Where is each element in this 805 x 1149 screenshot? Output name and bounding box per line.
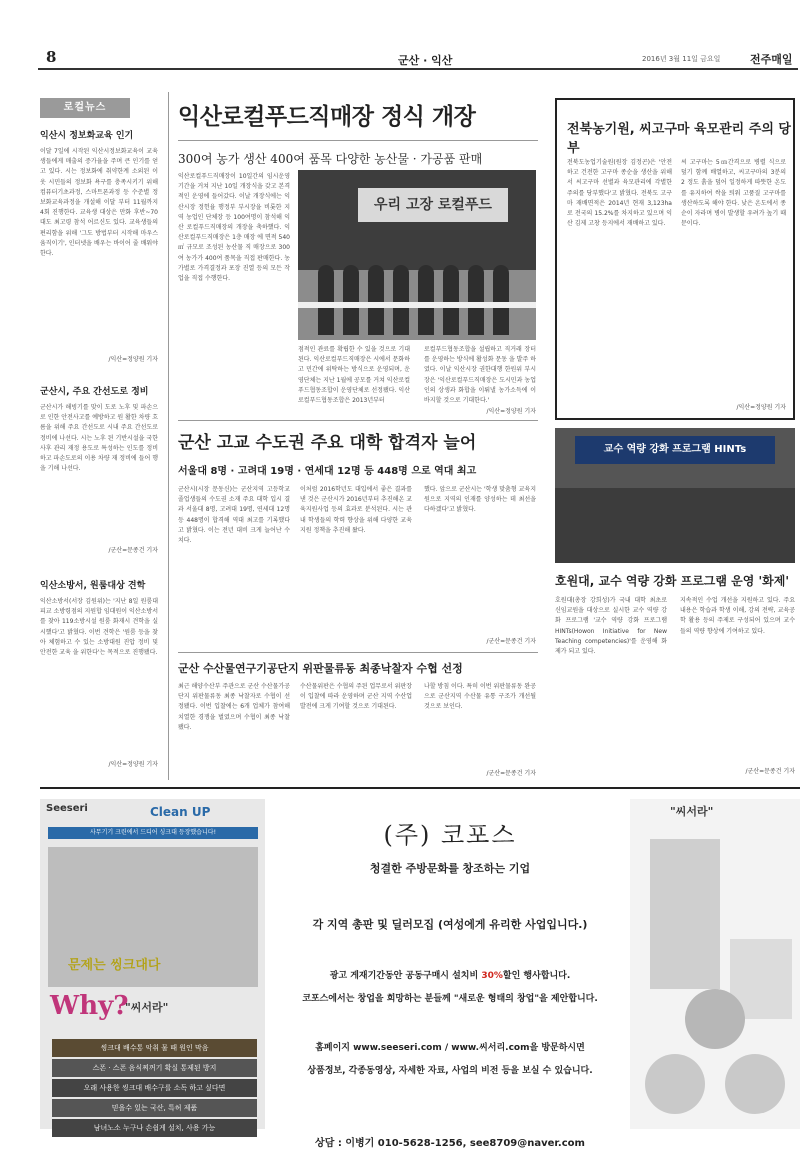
main-headline: 익산로컬푸드직매장 정식 개장 xyxy=(178,104,476,130)
divider xyxy=(178,652,538,653)
divider xyxy=(178,420,538,421)
divider xyxy=(178,140,538,141)
contact-line: 상담 : 이병기 010-5628-1256, see8709@naver.com xyxy=(315,1138,585,1149)
article-byline: /익산=정양원 기자 xyxy=(108,761,158,768)
ad-tagline: 사무기기 크린에서 드디어 싱크대 등장했습니다! xyxy=(48,827,258,839)
local-news-logo: 로컬뉴스 xyxy=(40,98,130,118)
article-byline: /익산=정양원 기자 xyxy=(486,408,536,415)
company-slogan: 청결한 주방문화를 창조하는 기업 xyxy=(369,862,531,875)
company-name: (주) 코포스 xyxy=(383,821,517,849)
ad-paragraph: 홈페이지 www.seeseri.com / www.씨서리.com을 방문하시면 xyxy=(315,1043,585,1053)
article-body: 씨 고구마는 5㎝간격으로 병렬 식으로 덮기 함께 배열하고, 씨고구마의 3분의 2 정도 흙을 덮어 일정하게 따뜻한 온도를 유지하여 싹을 틔워 고품질 고구마를 생산하도록 해야 한다. 낮은 온도에서 종순이 자라며 병이 발생할 우려가 높기 때문이다. xyxy=(681,159,786,228)
list-item: 남녀노소 누구나 손쉽게 설치, 사용 가능 xyxy=(52,1119,257,1137)
article-body: 익산로컬푸드직매장이 10일간의 임시운영 기간을 거쳐 지난 10일 개장식을 갖고 본격적인 운영에 들어갔다. 이날 개장식에는 익산시장 정헌율 행정부 부시장을 비롯한 지역 농업인 단체장 등 100여명이 참석해 익산 로컬푸드직매장의 개장을 축하했다. 익산로컬푸드직매장은 1층 매장 에 면적 540㎡ 규모로 조성된 농산물 직 매장으로 300여 농가가 400여 품목을 직접 판매한다. 농가별로 가격결정과 포장 진열 등의 모든 작업을 직접 수행한다. xyxy=(178,173,290,283)
article-byline: /군산=문종건 기자 xyxy=(745,768,795,775)
article-body: 전북도농업기술원(원장 김정곤)은 '안전하고 건전한 고구마 종순을 생산을 위해서 씨고구마 선별과 육모관리에 각별한 주의를 당부했다'고 밝혔다. 전북도 고구마 재배면적은 2014년 현재 3,123ha로 전국의 15.2%를 차지하고 있으며 익산 김제 고창 등지에서 재배하고 있다. xyxy=(567,159,672,228)
ad-product-name: "씨서라" xyxy=(670,805,714,818)
recruit-line: 각 지역 총판 및 딜러모집 (여성에게 유리한 사업입니다.) xyxy=(312,918,588,931)
opening-ceremony-photo xyxy=(298,170,536,340)
ad-why: Why? xyxy=(50,991,129,1021)
left-article xyxy=(40,128,158,363)
article-body: 최근 해양수산부 주관으로 군산 수산물가공단지 위판물류동 최종 낙찰자로 수협이 선정됐다. 이번 입찰에는 6개 업체가 참여해 치열한 경쟁을 벌였으며 수협이 최종 낙찰됐다. xyxy=(178,683,290,731)
detail-photo xyxy=(725,1054,785,1114)
article-body: 나할 방침 이다. 특히 이번 위판물류동 완공으로 군산지역 수산물 유통 구조가 개선될 것으로 보인다. xyxy=(424,683,536,711)
ad-product-name: "씨서라" xyxy=(125,1001,169,1014)
group-photo xyxy=(555,428,795,563)
ad-right-panel xyxy=(630,799,800,1129)
article-headline: 익산소방서, 원룸대상 견학 xyxy=(40,581,146,591)
article-byline: /군산=문종건 기자 xyxy=(108,547,158,554)
masthead xyxy=(38,48,798,70)
article-byline: /군산=문종건 기자 xyxy=(486,770,536,777)
person-shape xyxy=(468,265,484,335)
column-divider xyxy=(168,92,169,780)
promo-line xyxy=(275,968,625,981)
promo-text: 광고 게재기간동안 공동구매시 설치비 xyxy=(329,971,482,981)
article-byline: /익산=정양원 기자 xyxy=(736,404,786,411)
advertisement xyxy=(40,787,800,1149)
article-body: 군산시가 해빙기를 맞이 도로 노후 및 파손으로 인한 안전사고를 예방하고 원 활한 차량 흐름을 위해 주요 간선도로 시내 주요 간선도로 정비에 나선다. 시는 노후 된 기반시설을 국한 사후 관리 재정 용도로 특성하는 인도를 정비하고 파손도로의 이용 차량 재 정비에 들어 행을 기해 나선다. xyxy=(40,404,158,473)
ad-paragraph: 코포스에서는 창업을 희망하는 분들께 "새로운 형태의 창업"을 제안합니다. xyxy=(302,994,598,1004)
detail-photo xyxy=(645,1054,705,1114)
left-article xyxy=(40,384,158,554)
article-headline: 익산시 정보화교육 인기 xyxy=(40,131,134,141)
list-item: 오래 사용한 씽크대 배수구를 소독 하고 싶다면 xyxy=(52,1079,257,1097)
person-shape xyxy=(368,265,384,335)
article-body: 익산소방서(서장 김원위)는 '지난 8일 원룸대피교 소방령점의 지원합 임대원이 익산소방서를 찾아 119소방시설 원룸 화재시 견학을 실시했다'고 밝혔다. 이번 견학은 '원룸 등을 찾아 체험하고 수 있는 소방대원 진압 정비 및 안전한 교육 을 위한다'는 목적으로 진행됐다. xyxy=(40,598,158,657)
article-body: 이달 7일에 시작된 익산시정보화교육이 교육생들에게 매출의 증가율을 주며 큰 인기를 얻고 있다. 시는 정보화에 취약한계 소외된 이 웃 시민들의 정보화 욕구를 충족시키기 위해 컴퓨터기초과정, 스마트폰과정 등 수준별 정보화교육과정을 개설해 이달 부터 11월까지 4회 진행한다. 교육생 대상은 만화 후반~70대도 최고령 참석 어르신도 있다. 교육생들의 편리함을 위해 '그도 방법부터 시작해 마우스 움직이기', 인터넷을 배우는 바이어 줄 배워야한다. xyxy=(40,148,158,258)
store-sign: 우리 고장 로컬푸드 xyxy=(358,188,508,222)
article-body: 했다. 앞으로 군산시는 '학생 맞춤형 교육지원으로 지역의 인재를 양성하는 데 최선을 다하겠다'고 밝혔다. xyxy=(424,486,536,514)
list-item: 스폰 · 스폰 음식찌꺼기 확실 통제된 방지 xyxy=(52,1059,257,1077)
list-item: 믿을수 있는 국산, 특허 제품 xyxy=(52,1099,257,1117)
article-body: 점적인 관료를 확립한 수 있을 것으로 기대된다. 익산로컬푸드직매장은 시에서 문화하고 민간에 위탁하는 방식으로 운영되며, 운영단체는 지난 1월에 공모를 거쳐 익산로컬푸드협동조합이 운영단체로 선정됐다. 익산로컬푸드협동조합은 2013년부터 xyxy=(298,346,410,405)
ad-clean-up: Clean UP xyxy=(150,805,211,819)
article-headline: 군산 고교 수도권 주요 대학 합격자 늘어 xyxy=(178,433,477,453)
person-shape xyxy=(393,265,409,335)
ad-problem: 문제는 씽크대다 xyxy=(68,958,161,973)
main-subheadline: 300여 농가 생산 400여 품목 다양한 농산물 · 가공품 판매 xyxy=(178,152,483,166)
page-number: 8 xyxy=(46,48,57,66)
person-shape xyxy=(318,265,334,335)
person-shape xyxy=(343,265,359,335)
article-body: 수산물위판은 수협의 주된 업무로서 위판장이 입찰에 따라 운영하며 군산 지역 수산업 발전에 크게 기여할 것으로 기대된다. xyxy=(300,683,412,711)
article-subheadline: 서울대 8명 · 고려대 19명 · 연세대 12명 등 448명 으로 역대 최고 xyxy=(178,466,477,477)
ad-center-panel xyxy=(275,799,625,1149)
article-headline: 전북농기원, 씨고구마 육모관리 주의 당부 xyxy=(567,122,791,156)
section-title: 군산 · 익산 xyxy=(398,54,453,67)
detail-photo xyxy=(685,989,745,1049)
article-body: 지속적인 수업 개선을 지원하고 있다. 주요내용은 학습과 학생 이해, 강의 전략, 교육공학 활용 등의 주제로 구성되어 있으며 교수들의 역량 향상에 기여하고 있다. xyxy=(680,597,795,635)
article-body: 이처럼 2016학년도 대입에서 좋은 결과를 낸 것은 군산시가 2016년부터 추진해온 교육지원사업 등의 효과로 분석된다. 시는 관내 학생들의 학력 향상을 위해 다양한 교육지원 정책을 추진해 왔다. xyxy=(300,486,412,534)
article-body: 군산시(시장 문동신)는 군산지역 고등학교 졸업생들의 수도권 소재 주요 대학 입시 결과 서울대 8명, 고려대 19명, 연세대 12명 등 448명이 합격해 역대 최고를 기록했다고 밝혔다. 이는 전년 대비 크게 늘어난 수치다. xyxy=(178,486,290,545)
list-item: 씽크대 배수통 악취 물 때 원인 막음 xyxy=(52,1039,257,1057)
article-body: 로컬푸드협동조합을 설립하고 직거래 장터를 운영하는 방식에 활성화 문동 을 발주 하였다. 이날 익산시장 권한대행 한원위 부시장은 '익산로컬푸드직매장은 도시민과 농업인의 상생과 화합을 이뤄낼 농가소득에 이바지할 것으로 기대한다.' xyxy=(424,346,536,405)
ad-left-panel xyxy=(40,799,265,1132)
article-byline: /익산=정양원 기자 xyxy=(108,356,158,363)
article-headline: 군산 수산물연구기공단지 위판물류동 최종낙찰자 수협 선정 xyxy=(178,662,463,675)
ad-feature-list xyxy=(52,1039,257,1139)
article-headline: 군산시, 주요 간선도로 정비 xyxy=(40,387,149,397)
issue-date: 2016년 3월 11일 금요일 xyxy=(642,55,721,63)
crowd-shape xyxy=(555,488,795,563)
ribbon-shape xyxy=(298,302,536,308)
left-article xyxy=(40,578,158,768)
ad-brand: Seeseri xyxy=(46,803,88,814)
promo-text: 할인 행사합니다. xyxy=(502,971,571,981)
drain-product-photo xyxy=(650,839,720,989)
event-banner: 교수 역량 강화 프로그램 HINTs xyxy=(575,436,775,464)
article-headline: 호원대, 교수 역량 강화 프로그램 운영 '화제' xyxy=(555,574,790,588)
promo-highlight: 30% xyxy=(481,971,503,981)
article-body: 호원대(총장 강희성)가 국내 대학 최초로 신임교원을 대상으로 실시한 교수 역량 강화 프로그램 '교수 역량 강화 프로그램 HINTs(Howon Initiative for New Teaching competencies)'를 운영해 화제가 되고 있다. xyxy=(555,597,667,656)
person-shape xyxy=(443,265,459,335)
person-shape xyxy=(418,265,434,335)
ad-paragraph: 상품정보, 각종동영상, 자세한 자료, 사업의 비전 등을 보실 수 있습니다. xyxy=(307,1066,593,1076)
newspaper-name: 전주매일 xyxy=(750,53,793,66)
article-byline: /군산=문종건 기자 xyxy=(486,638,536,645)
person-shape xyxy=(493,265,509,335)
boxed-article xyxy=(555,98,795,420)
